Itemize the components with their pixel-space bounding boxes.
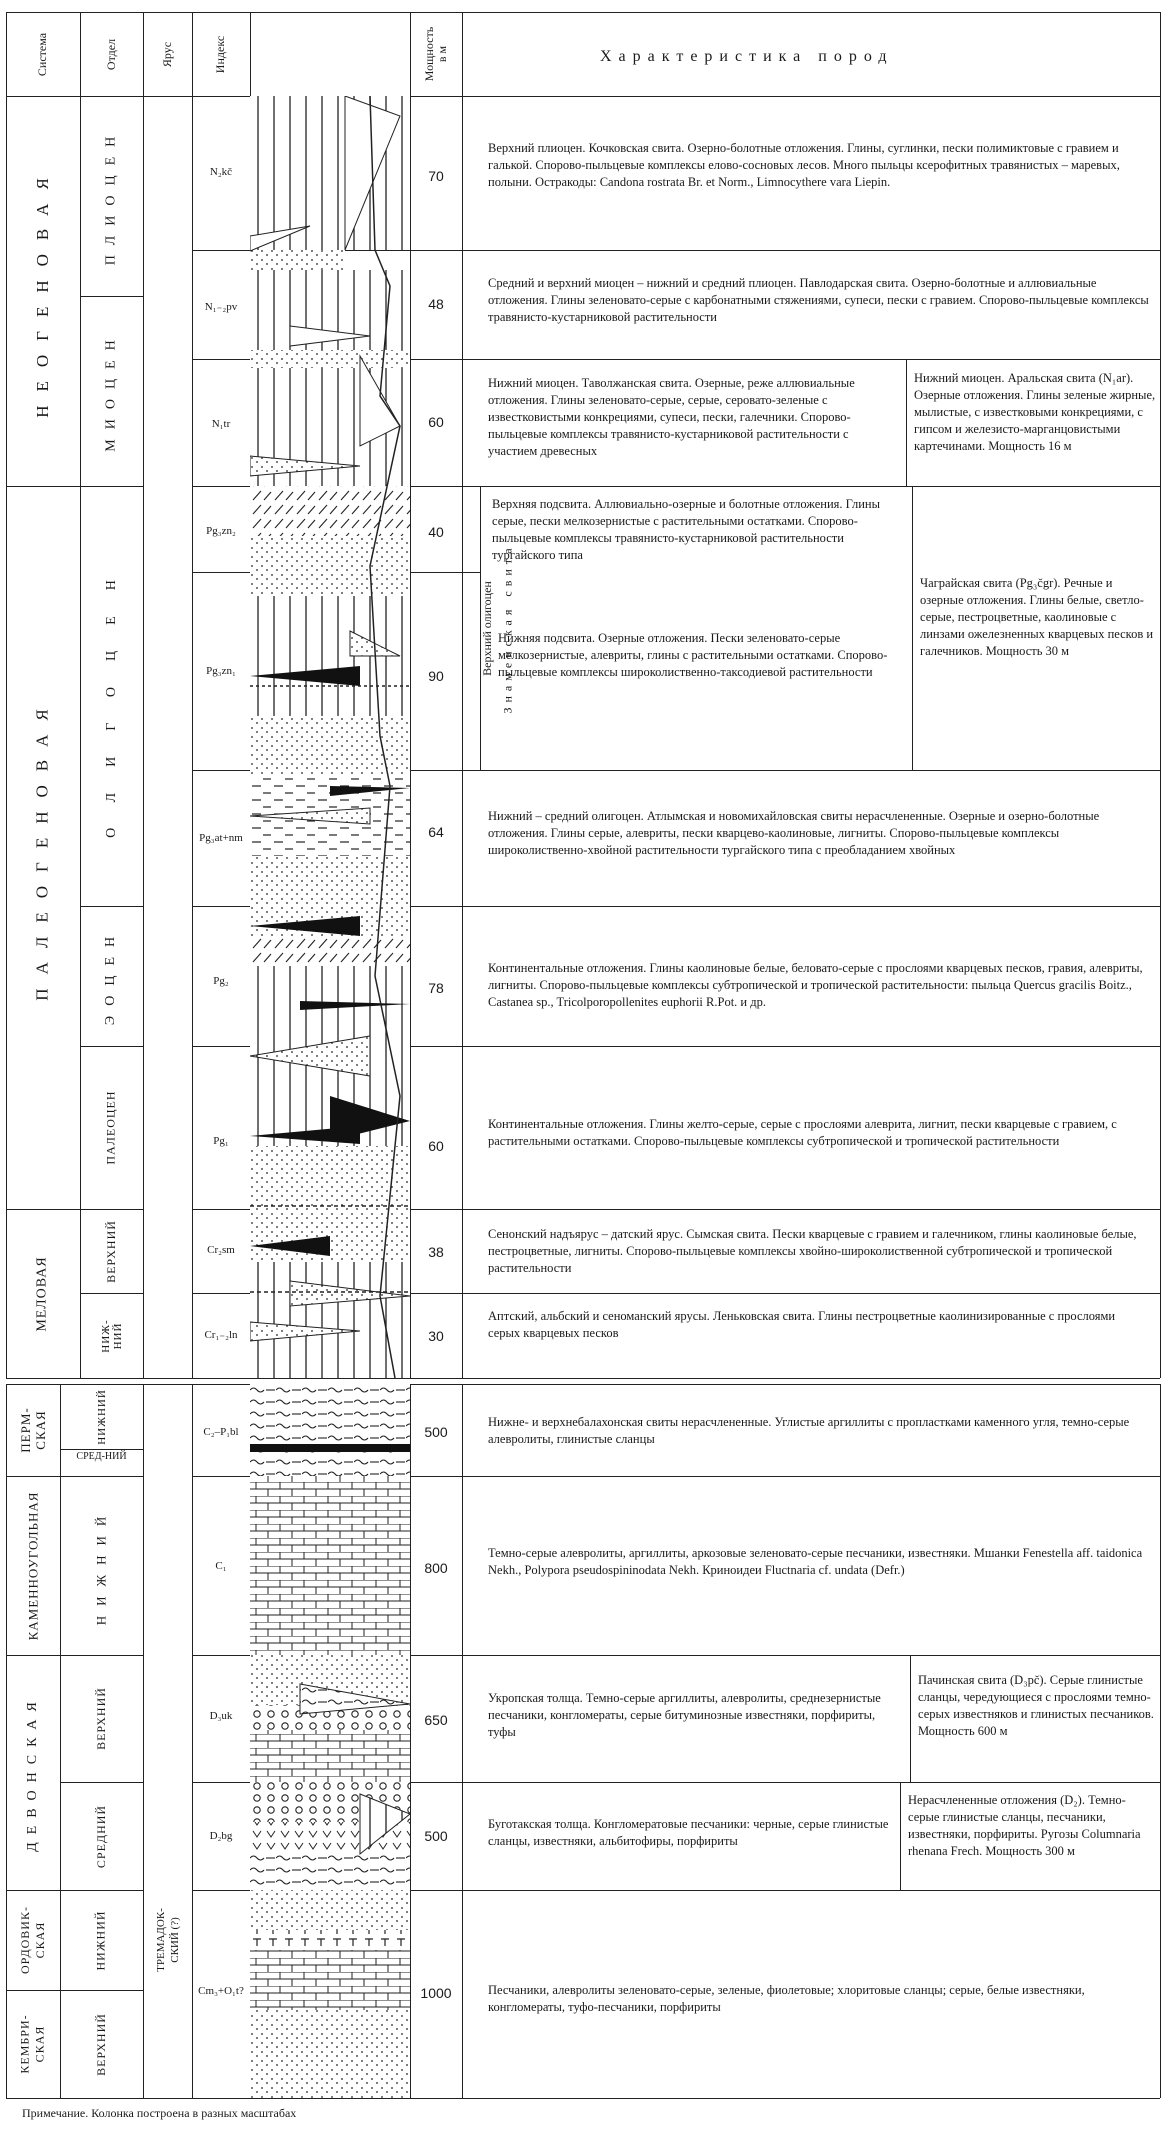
lithology-column-upper: [250, 96, 410, 1378]
unit-thickness: 38: [428, 1244, 444, 1260]
header-system: Система: [35, 32, 50, 76]
system-devonian: ДЕВОНСКАЯ: [25, 1693, 41, 1852]
unit-description: Укропская толща. Темно-серые аргиллиты, алевролиты, среднезернистые песчаники, конгломераты, серые битуминозные известняки, порфириты, туфы: [488, 1691, 881, 1739]
unit-index: C₂–P₁bl: [203, 1426, 239, 1438]
system-paleogene: ПАЛЕОГЕНОВАЯ: [33, 694, 52, 1001]
unit-thickness: 30: [428, 1328, 444, 1344]
unit-thickness: 78: [428, 980, 444, 996]
unit-thickness: 40: [428, 524, 444, 540]
system-cretaceous: МЕЛОВАЯ: [35, 1255, 51, 1332]
unit-index: Pg₃zn₁: [206, 665, 236, 677]
unit-thickness: 48: [428, 296, 444, 312]
unit-index: Pg₃zn₂: [206, 525, 236, 537]
unit-description: Верхняя подсвита. Аллювиально-озерные и болотные отложения. Глины серые, пески мелкозернистые с растительными остатками. Спорово-пыльцевые комплексы травянисто-кустарниковой растительности тургайского типа: [492, 497, 880, 562]
series-miocene: МИОЦЕН: [103, 330, 119, 452]
unit-index: D₃uk: [209, 1710, 233, 1722]
header-thickness: Мощность в м: [422, 26, 449, 82]
series-pliocene: ПЛИОЦЕН: [103, 126, 119, 266]
unit-description: Нижний – средний олигоцен. Атлымская и новомихайловская свиты нерасчлененные. Озерные и озерно-болотные отложения. Глины серые, алевриты, пески кварцево-каолиновые, лигниты. Спорово-пыльцевые комплексы широколиственно-хвойной растительности тургайского типа с преобладанием хвойных: [488, 809, 1100, 857]
unit-description-alt: Пачинская свита (D₃pč). Серые глинистые сланцы, чередующиеся с прослоями темно-серых известняков и глинистых песчаников. Мощность 600 м: [918, 1673, 1154, 1738]
system-carboniferous: КАМЕННОУГОЛЬНАЯ: [25, 1491, 41, 1640]
unit-index: D₂bg: [209, 1830, 233, 1842]
system-ordovician: ОРДОВИК-СКАЯ: [18, 1906, 47, 1974]
footnote: Примечание. Колонка построена в разных масштабах: [22, 2106, 297, 2120]
zn-suite-label: Знаменская свита: [500, 542, 515, 714]
series-permian-lower: НИЖНИЙ: [95, 1388, 108, 1445]
unit-description: Верхний плиоцен. Кочковская свита. Озерно-болотные отложения. Глины, суглинки, пески полимиктовые с гравием и галькой. Спорово-пыльцевые комплексы елово-сосновых лесов. Много пыльцы ксерофитных травянистых – маревых, полыни. Остракоды: Candona rostrata Br. et Norm., Limnocythere vara Liepin.: [488, 141, 1120, 189]
unit-description: Средний и верхний миоцен – нижний и средний плиоцен. Павлодарская свита. Озерно-болотные и аллювиальные отложения. Глины зеленовато-серые с карбонатными стяжениями, супеси, пески с гравием. Спорово-пыльцевые комплексы травянисто-кустарниковой растительности: [488, 276, 1149, 324]
lithology-column-lower: [250, 1384, 410, 2098]
series-devonian-middle: СРЕДНИЙ: [93, 1804, 108, 1868]
unit-description: Буготакская толща. Конгломератовые песчаники: черные, серые глинистые сланцы, известняки, альбитофиры, порфириты: [488, 1817, 889, 1848]
series-devonian-upper: ВЕРХНИЙ: [93, 1687, 108, 1750]
unit-thickness: 650: [424, 1712, 448, 1728]
series-eocene: ЭОЦЕН: [103, 926, 119, 1026]
unit-description-alt: Нерасчлененные отложения (D₂). Темно-серые глинистые сланцы, песчаники, известняки, порфириты. Ругозы Columnaria rhenana Frech. Мощность 300 м: [908, 1793, 1141, 1858]
unit-thickness: 64: [428, 824, 444, 840]
unit-index: C₁: [215, 1560, 227, 1572]
series-cambrian-upper: ВЕРХНИЙ: [93, 2012, 108, 2076]
series-carb-lower: НИЖНИЙ: [93, 1506, 109, 1625]
series-upper-cretaceous: ВЕРХНИЙ: [103, 1219, 118, 1283]
unit-index: Pg₃at+nm: [199, 832, 243, 844]
unit-description: Песчаники, алевролиты зеленовато-серые, зеленые, фиолетовые; хлоритовые сланцы; серые, белые известняки, конгломераты, туфо-песчаники, порфириты: [488, 1983, 1085, 2014]
unit-index: N₁₋₂pv: [204, 301, 238, 313]
unit-thickness: 90: [428, 668, 444, 684]
unit-description: Нижний миоцен. Таволжанская свита. Озерные, реже аллювиальные отложения. Глины зеленовато-серые, серые, серовато-зеленые с известковистыми конкрециями, супеси, пески, галечники. Спорово-пыльцевые комплексы травянисто-кустарниковой растительности с участием древесных: [488, 376, 855, 458]
header-index: Индекс: [213, 35, 228, 73]
unit-description: Нижне- и верхнебалахонская свиты нерасчлененные. Углистые аргиллиты с пропластками каменного угля, темно-серые алевролиты, глинистые сланцы: [488, 1415, 1130, 1446]
series-carb-middle: СРЕД-НИЙ: [76, 1451, 127, 1462]
unit-index: N₁tr: [211, 418, 231, 430]
system-neogene: НЕОГЕНОВАЯ: [33, 164, 52, 418]
unit-description: Аптский, альбский и сеноманский ярусы. Леньковская свита. Глины пестроцветные каолинизированные с прослоями серых кварцевых песков: [488, 1309, 1116, 1340]
unit-index: Pg₂: [213, 975, 229, 987]
unit-index: Cm₃+O₁t?: [198, 1985, 244, 1997]
unit-index: N₂kč: [209, 166, 233, 178]
stage-tremadoc: ТРЕМАДОК-СКИЙ (?): [154, 1908, 181, 1972]
unit-thickness: 500: [424, 1828, 448, 1844]
unit-thickness: 1000: [420, 1985, 452, 2001]
zn-period-label: Верхний олигоцен: [479, 580, 494, 676]
system-cambrian: КЕМБРИ-СКАЯ: [18, 2014, 48, 2074]
unit-thickness: 70: [428, 168, 444, 184]
series-lower-cretaceous: НИЖ-НИЙ: [99, 1318, 124, 1353]
series-paleocene: ПАЛЕОЦЕН: [104, 1090, 119, 1165]
unit-description: Континентальные отложения. Глины желто-серые, серые с прослоями алеврита, лигнит, пески кварцевые с гравием, с растительными остатками. Спорово-пыльцевые комплексы субтропической и тропической растительности: [488, 1117, 1117, 1148]
unit-index: Cr₂sm: [207, 1244, 235, 1256]
unit-index: Cr₁₋₂ln: [204, 1329, 238, 1341]
unit-description: Темно-серые алевролиты, аргиллиты, аркозовые зеленовато-серые песчаники, известняки. Мшанки Fenestella aff. taidonica Nekh., Polypora pseudospininodata Nekh. Криноидеи Fluctnaria cf. undata (Defr.): [488, 1546, 1143, 1577]
unit-description: Сенонский надъярус – датский ярус. Сымская свита. Пески кварцевые с гравием и галечником, глины каолиновые белые, пестроцветные, лигниты. Спорово-пыльцевые комплексы хвойно-широколиственной субтропической и тропической растительности: [488, 1227, 1137, 1275]
unit-index: Pg₁: [213, 1135, 229, 1147]
header-description: Характеристика пород: [600, 48, 894, 65]
unit-description: Континентальные отложения. Глины каолиновые белые, беловато-серые с прослоями кварцевых песков, гравия, алевриты, лигниты. Спорово-пыльцевые комплексы субтропической и тропической растительности: пыльца Quercus gracilis Boitz., Castanea sp., Tricolporopollenites euphorii R.Pot. и др.: [488, 961, 1143, 1009]
unit-thickness: 60: [428, 1138, 444, 1154]
unit-description: Нижняя подсвита. Озерные отложения. Пески зеленовато-серые мелкозернистые, алевриты, глины с растительными остатками. Спорово-пыльцевые комплексы широколиственно-таксодиевой растительности: [498, 631, 888, 679]
unit-thickness: 60: [428, 414, 444, 430]
series-ordovician-lower: НИЖНИЙ: [94, 1909, 108, 1971]
chagray-description: Чаграйская свита (Pg₃čgr). Речные и озерные отложения. Глины белые, светло-серые, пестроцветные, каолиновые с линзами ожелезненных кварцевых песков и галечников. Мощность 30 м: [920, 576, 1154, 658]
unit-thickness: 800: [424, 1560, 448, 1576]
system-permian: ПЕРМ-СКАЯ: [18, 1407, 48, 1453]
unit-thickness: 500: [424, 1424, 448, 1440]
series-oligocene: ОЛИГОЦЕН: [103, 554, 119, 838]
unit-description-alt: Нижний миоцен. Аральская свита (N₁ar). Озерные отложения. Глины зеленые жирные, мылистые, с известковыми конкрециями, с гипсом и железисто-марганцовистыми картечинами. Мощность 16 м: [914, 371, 1156, 453]
header-series: Отдел: [103, 38, 118, 70]
header-stage: Ярус: [159, 41, 174, 67]
